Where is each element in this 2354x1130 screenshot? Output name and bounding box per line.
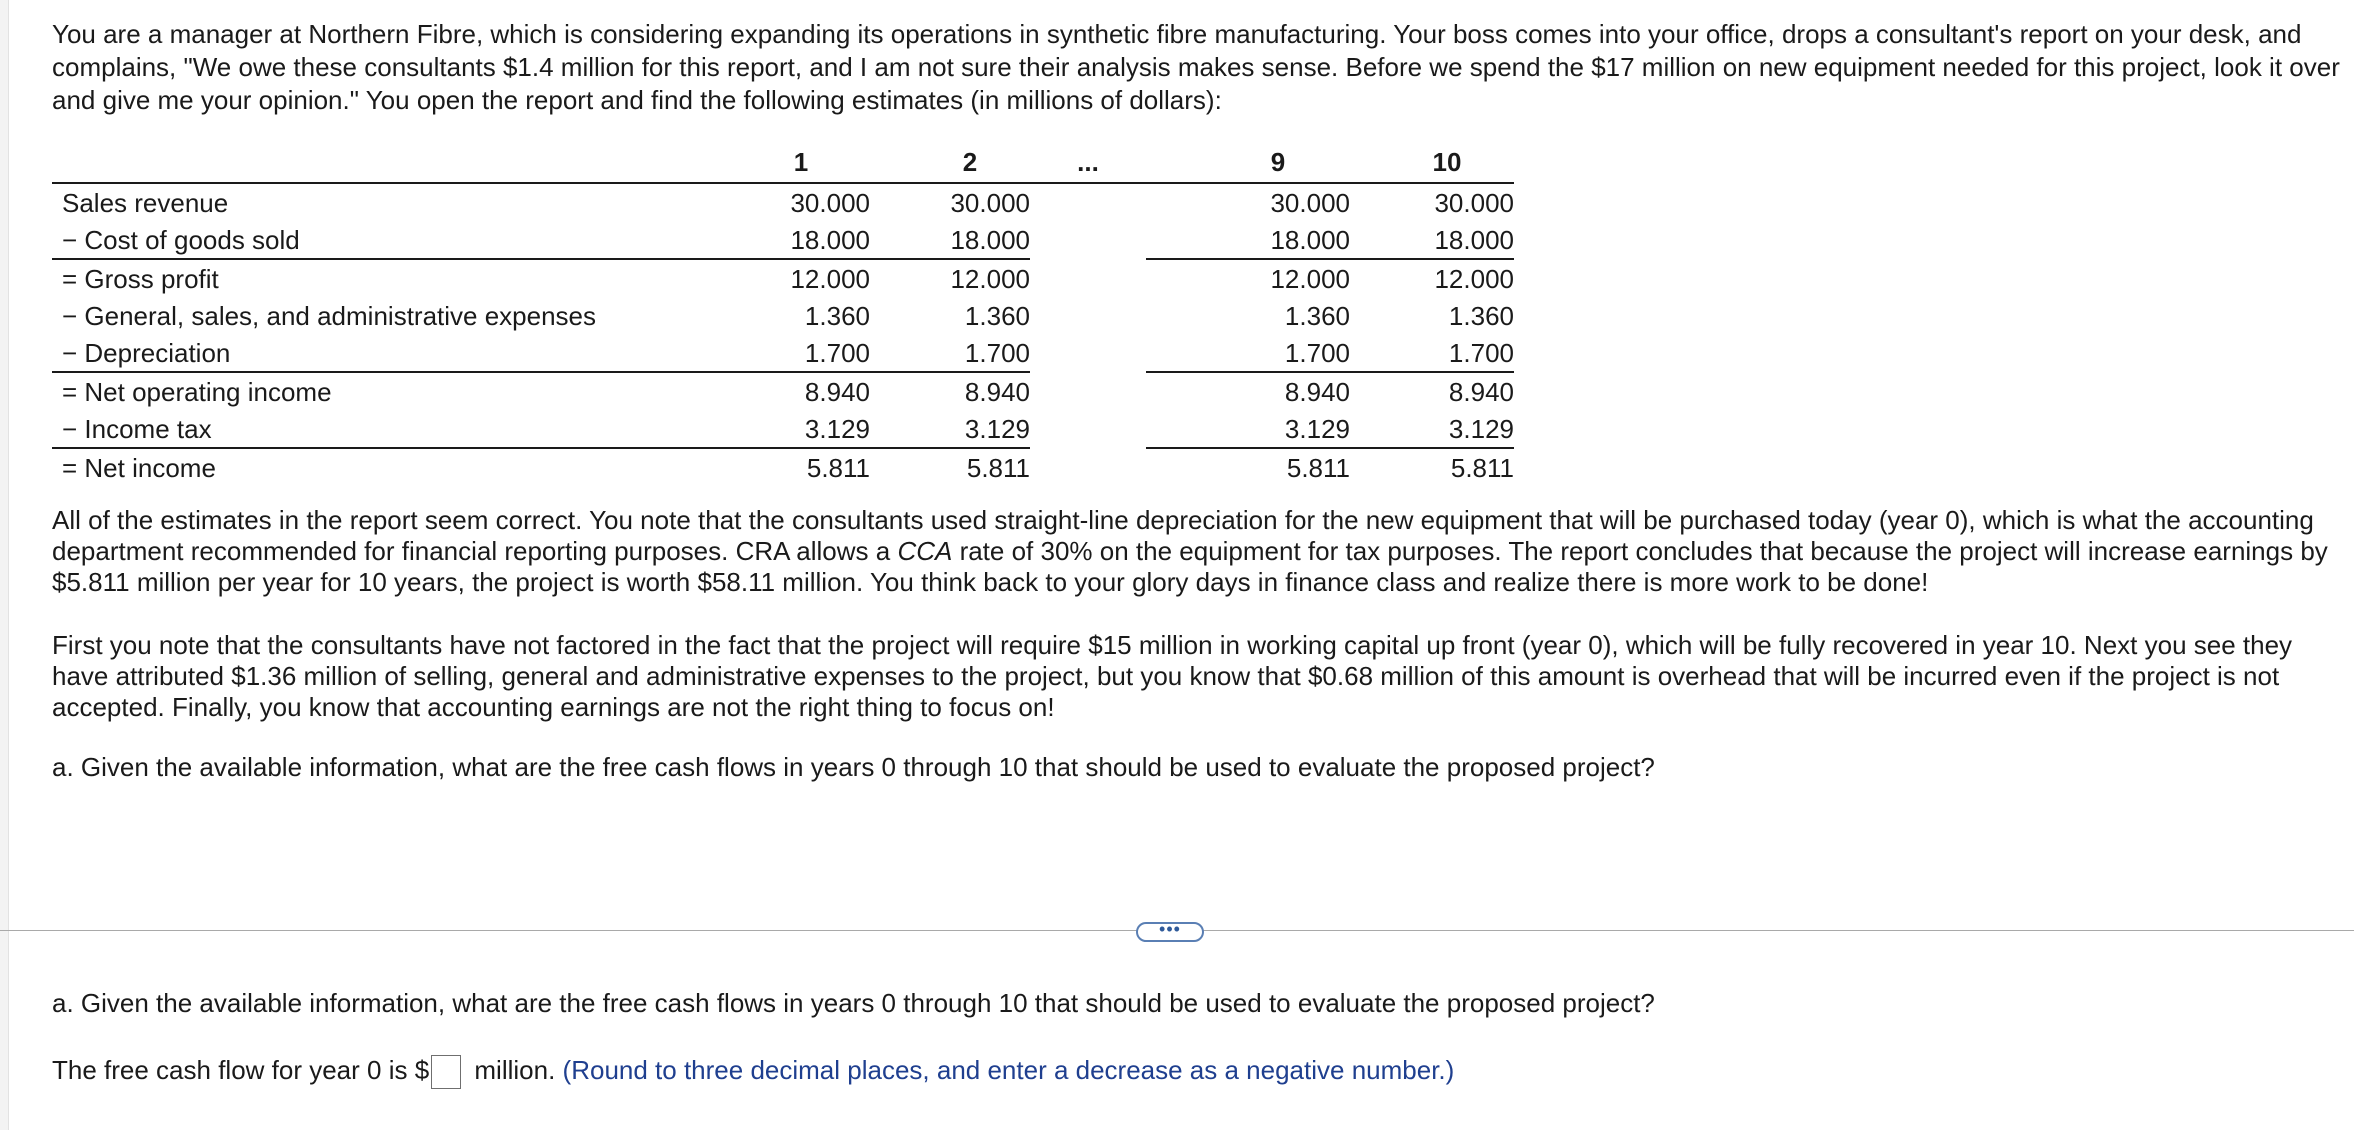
cell-year-9: 18.000 <box>1270 224 1350 255</box>
cell-gap <box>1030 221 1146 259</box>
cell-year-1: 30.000 <box>790 187 870 218</box>
cell-gap <box>1030 334 1146 372</box>
cell-gap <box>1030 372 1146 410</box>
cell-year-9: 1.360 <box>1284 300 1350 331</box>
cell-year-2: 1.700 <box>964 337 1030 368</box>
answer-suffix: million. <box>467 1055 556 1085</box>
table-row-gross-profit <box>52 259 1514 297</box>
problem-intro <box>52 18 2342 117</box>
table-row-depreciation <box>52 334 1514 372</box>
question-a-prompt: a. Given the available information, what are the free cash flows in years 0 through 10 that should be used to evaluate the proposed project? <box>52 988 1655 1018</box>
cell-year-10: 12.000 <box>1350 259 1514 297</box>
intro-paragraph: You are a manager at Northern Fibre, which is considering expanding its operations in synthetic fibre manufacturing. Your boss comes into your office, drops a consultant's report on your desk, and complains, "We owe these consultants $1.4 million for this report, and I am not sure their analysis makes sense. Before we spend the $17 million on new equipment needed for this project, look it over and give me your opinion." You open the report and find the following estimates (in millions of dollars): <box>52 19 2340 115</box>
cell-year-10: 3.129 <box>1448 413 1514 444</box>
cell-year-9: 30.000 <box>1270 187 1350 218</box>
cell-gap <box>1030 183 1146 221</box>
cell-year-2: 12.000 <box>870 259 1030 297</box>
left-edge-rule <box>0 0 9 1130</box>
row-label: Sales revenue <box>62 187 229 218</box>
table-row-income-tax <box>52 410 1514 448</box>
cca-term: CCA <box>897 536 953 566</box>
consultant-report-table <box>52 142 1514 486</box>
consultant-report-table-wrap <box>52 142 1514 486</box>
header-year-10: 10 <box>1350 142 1514 183</box>
cell-year-2: 8.940 <box>870 372 1030 410</box>
cell-year-1: 1.360 <box>804 300 870 331</box>
cell-year-1: 1.700 <box>804 337 870 368</box>
table-row-net-income <box>52 448 1514 486</box>
header-year-9: 9 <box>1146 142 1350 183</box>
cell-year-10: 1.700 <box>1448 337 1514 368</box>
cell-gap <box>1030 410 1146 448</box>
cell-year-2: 1.360 <box>964 300 1030 331</box>
header-year-2: 2 <box>870 142 1030 183</box>
cell-year-2: 5.811 <box>870 448 1030 486</box>
fcf-year-0-input[interactable] <box>431 1055 461 1089</box>
adjustments-paragraph: First you note that the consultants have not factored in the fact that the project will require $15 million in working capital up front (year 0), which will be fully recovered in year 10. Next you see they have attributed $1.36 million of selling, general and administrative expenses to the project, but you know that $0.68 million of this amount is overhead that will be incurred even if the project is not accepted. Finally, you know that accounting earnings are not the right thing to focus on! <box>52 630 2293 722</box>
cell-year-10: 30.000 <box>1434 187 1514 218</box>
analysis-text-2: rate of 30% on the equipment for tax purposes. The report concludes that because the project will increase earnings by $5.811 million per year for 10 years, the project is worth $58.11 million. You think back to your glory days in finance class and realize there is more work to be done! <box>52 536 2328 597</box>
table-header-row <box>52 142 1514 183</box>
cell-year-9: 5.811 <box>1146 448 1350 486</box>
cell-year-9: 8.940 <box>1146 372 1350 410</box>
cell-year-1: 18.000 <box>790 224 870 255</box>
cell-year-1: 8.940 <box>672 372 870 410</box>
cell-year-1: 3.129 <box>804 413 870 444</box>
row-label: − General, sales, and administrative expenses <box>62 300 597 331</box>
expand-more-button[interactable]: ••• <box>1136 922 1204 942</box>
cell-year-10: 8.940 <box>1350 372 1514 410</box>
row-label: = Net operating income <box>52 372 672 410</box>
table-row-net-operating-income <box>52 372 1514 410</box>
answer-prefix: The free cash flow for year 0 is $ <box>52 1055 430 1085</box>
analysis-text-1: All of the estimates in the report seem correct. You note that the consultants used straight-line depreciation for the new equipment that will be purchased today (year 0), which is what the accounting department recommended for financial reporting purposes. CRA allows a <box>52 505 2314 566</box>
cell-year-2: 18.000 <box>950 224 1030 255</box>
header-year-1: 1 <box>672 142 870 183</box>
table-row-gsa-expenses <box>52 297 1514 334</box>
row-label: = Net income <box>52 448 672 486</box>
answer-line-year-0 <box>52 1053 1454 1089</box>
table-row-sales-revenue <box>52 183 1514 221</box>
cell-year-2: 30.000 <box>950 187 1030 218</box>
cell-gap <box>1030 297 1146 334</box>
row-label: − Cost of goods sold <box>62 224 300 255</box>
cell-year-1: 5.811 <box>672 448 870 486</box>
cell-gap <box>1030 259 1146 297</box>
cell-year-1: 12.000 <box>672 259 870 297</box>
cell-year-9: 3.129 <box>1284 413 1350 444</box>
question-a-statement: a. Given the available information, what are the free cash flows in years 0 through 10 that should be used to evaluate the proposed project? <box>52 752 1655 782</box>
cell-year-10: 5.811 <box>1350 448 1514 486</box>
row-label: − Depreciation <box>62 337 231 368</box>
cell-year-2: 3.129 <box>964 413 1030 444</box>
cell-year-10: 18.000 <box>1434 224 1514 255</box>
cell-year-9: 1.700 <box>1284 337 1350 368</box>
cell-gap <box>1030 448 1146 486</box>
header-label <box>52 142 672 183</box>
rounding-hint: (Round to three decimal places, and enter a decrease as a negative number.) <box>562 1055 1455 1085</box>
row-label: = Gross profit <box>52 259 672 297</box>
analysis-paragraph <box>52 505 2342 598</box>
table-row-cogs <box>52 221 1514 259</box>
cell-year-9: 12.000 <box>1146 259 1350 297</box>
header-ellipsis: ... <box>1030 142 1146 183</box>
row-label: − Income tax <box>62 413 212 444</box>
cell-year-10: 1.360 <box>1448 300 1514 331</box>
